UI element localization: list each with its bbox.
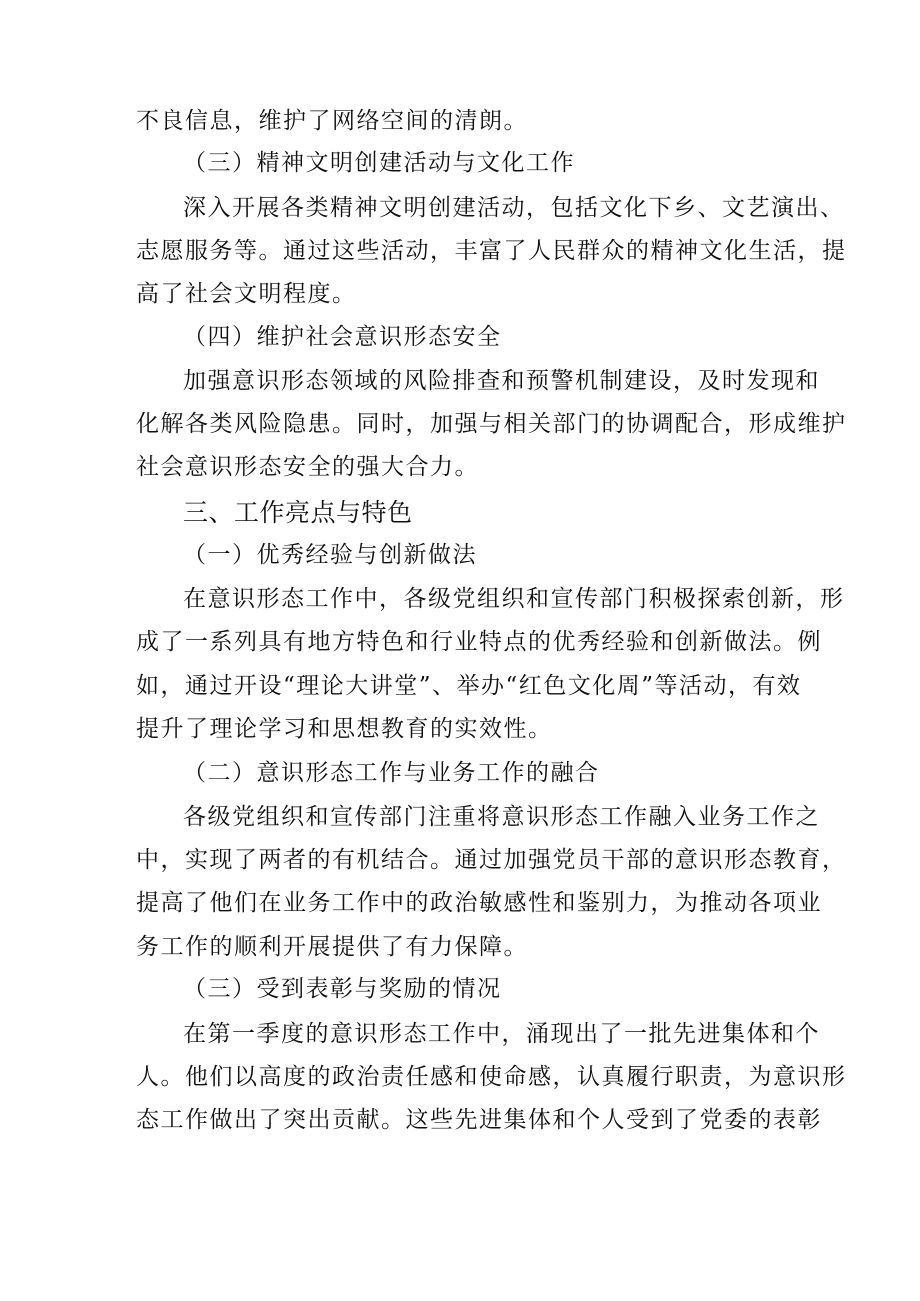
paragraph-line: 成了一系列具有地方特色和行业特点的优秀经验和创新做法。例: [136, 629, 822, 655]
paragraph-line: 如，通过开设“理论大讲堂”、举办“红色文化周”等活动，有效: [136, 673, 802, 699]
subheading-integration: （二）意识形态工作与业务工作的融合: [183, 760, 600, 786]
subheading-ideology-security: （四）维护社会意识形态安全: [183, 324, 502, 350]
paragraph-line: 深入开展各类精神文明创建活动，包括文化下乡、文艺演出、: [183, 195, 845, 221]
paragraph-line: 在第一季度的意识形态工作中，涌现出了一批先进集体和个: [183, 1021, 820, 1047]
paragraph-line: 化解各类风险隐患。同时，加强与相关部门的协调配合，形成维护: [136, 411, 847, 437]
paragraph-line: 态工作做出了突出贡献。这些先进集体和个人受到了党委的表彰: [136, 1107, 822, 1133]
paragraph-line: 提高了他们在业务工作中的政治敏感性和鉴别力，为推动各项业: [136, 890, 822, 916]
paragraph-line: 志愿服务等。通过这些活动，丰富了人民群众的精神文化生活，提: [136, 238, 847, 264]
paragraph-line: 不良信息，维护了网络空间的清朗。: [136, 108, 528, 134]
paragraph-line: 加强意识形态领域的风险排查和预警机制建设，及时发现和: [183, 368, 820, 394]
paragraph-line: 各级党组织和宣传部门注重将意识形态工作融入业务工作之: [183, 804, 820, 830]
paragraph-line: 社会意识形态安全的强大合力。: [136, 454, 479, 480]
subheading-excellent-experience: （一）优秀经验与创新做法: [183, 542, 477, 568]
subheading-spiritual-civilization: （三）精神文明创建活动与文化工作: [183, 150, 575, 176]
paragraph-line: 高了社会文明程度。: [136, 281, 357, 307]
paragraph-line: 务工作的顺利开展提供了有力保障。: [136, 934, 528, 960]
paragraph-line: 在意识形态工作中，各级党组织和宣传部门积极探索创新，形: [183, 586, 845, 612]
subheading-commendations: （三）受到表彰与奖励的情况: [183, 976, 502, 1002]
paragraph-line: 提升了理论学习和思想教育的实效性。: [136, 716, 553, 742]
section-heading: 三、工作亮点与特色: [183, 498, 413, 527]
paragraph-line: 人。他们以高度的政治责任感和使命感，认真履行职责，为意识形: [136, 1064, 847, 1090]
paragraph-line: 中，实现了两者的有机结合。通过加强党员干部的意识形态教育，: [136, 847, 847, 873]
